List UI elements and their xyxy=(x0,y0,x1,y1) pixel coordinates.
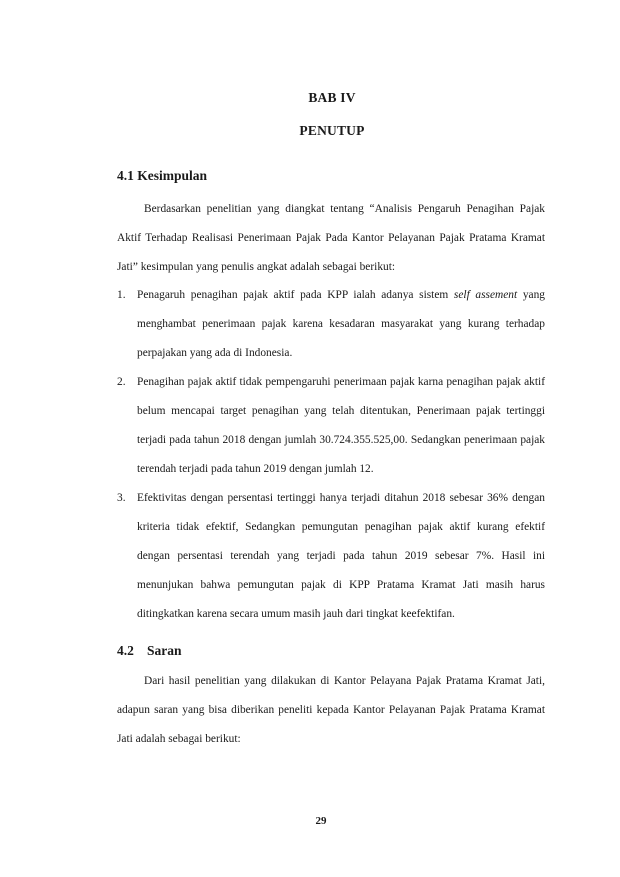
suggestion-intro-paragraph: Dari hasil penelitian yang dilakukan di Kantor Pelayana Pajak Pratama Kramat Jati, adapun saran yang bisa diberikan peneliti kepada Kantor Pelayanan Pajak Pratama Kramat Jati adalah sebagai berikut: xyxy=(117,675,545,745)
section-heading-suggestion xyxy=(117,643,182,659)
list-item xyxy=(117,484,545,629)
list-item-text: Penagaruh penagihan pajak aktif pada KPP ialah adanya sistem xyxy=(137,289,454,301)
chapter-number: BAB IV xyxy=(308,90,356,105)
list-marker: 1. xyxy=(117,289,126,301)
list-item-italic-text: self assement xyxy=(453,289,518,301)
list-item-text: Efektivitas dengan persentasi tertinggi hanya terjadi ditahun 2018 sebesar 36% dengan kriteria tidak efektif, Sedangkan pemungutan penagihan pajak aktif kurang efektif dengan persentasi terendah yang terjadi pada tahun 2019 sebesar 7%. Hasil ini menunjukan bahwa pemungutan pajak di KPP Pratama Kramat Jati masih harus ditingkatkan karena secara umum masih jauh dari tingkat keefektifan. xyxy=(137,492,545,620)
section-title: Saran xyxy=(147,643,182,658)
section-heading-conclusion: 4.1 Kesimpulan xyxy=(117,168,208,183)
list-item xyxy=(117,368,545,484)
conclusion-intro-paragraph: Berdasarkan penelitian yang diangkat tentang “Analisis Pengaruh Penagihan Pajak Aktif Terhadap Realisasi Penerimaan Pajak Pada Kantor Pelayanan Pajak Pratama Kramat Jati” kesimpulan yang penulis angkat adalah sebagai berikut: xyxy=(117,203,545,273)
list-item-text-continued: yang menghambat penerimaan pajak karena kesadaran masyarakat yang kurang terhadap perpajakan yang ada di Indonesia. xyxy=(137,289,545,359)
conclusion-list xyxy=(117,281,545,629)
list-marker: 3. xyxy=(117,492,126,504)
list-marker: 2. xyxy=(117,376,126,388)
chapter-title: PENUTUP xyxy=(299,123,365,138)
list-item-text: Penagihan pajak aktif tidak pempengaruhi penerimaan pajak karna penagihan pajak aktif belum mencapai target penagihan yang telah ditentukan, Penerimaan pajak tertinggi terjadi pada tahun 2018 dengan jumlah 30.724.355.525,00. Sedangkan penerimaan pajak terendah terjadi pada tahun 2019 dengan jumlah 12. xyxy=(137,376,545,475)
page-number: 29 xyxy=(315,815,327,827)
list-item xyxy=(117,281,545,368)
section-number: 4.2 xyxy=(117,643,134,658)
